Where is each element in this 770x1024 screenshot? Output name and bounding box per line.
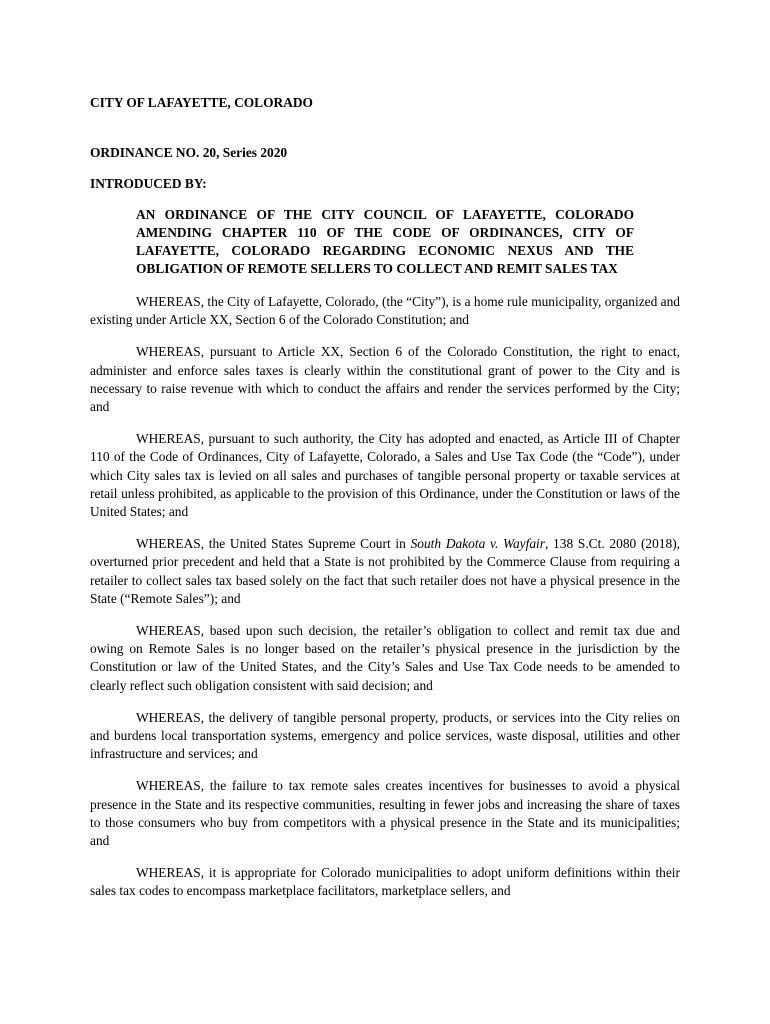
city-heading: CITY OF LAFAYETTE, COLORADO [90,95,313,110]
whereas-paragraph-4 [90,535,680,608]
whereas-paragraph-3: WHEREAS, pursuant to such authority, the City has adopted and enacted, as Article III of Chapter 110 of the Code of Ordinances, City of Lafayette, Colorado, a Sales and Use Tax Code (the “Code”), under which City sales tax is levied on all sales and purchases of tangible personal property or taxable services at retail unless prohibited, as applicable to the provision of this Ordinance, under the Constitution or laws of the United States; and [90,431,680,520]
whereas-paragraph-7: WHEREAS, the failure to tax remote sales creates incentives for businesses to avoid a physical presence in the State and its respective communities, resulting in fewer jobs and increasing the share of taxes to those consumers who buy from competitors with a physical presence in the State and its municipalities; and [90,778,680,849]
whereas-paragraph-5: WHEREAS, based upon such decision, the retailer’s obligation to collect and remit tax due and owing on Remote Sales is no longer based on the retailer’s physical presence in the jurisdiction by the Constitution or law of the United States, and the City’s Sales and Use Tax Code needs to be amended to clearly reflect such obligation consistent with said decision; and [90,623,680,693]
introduced-by-heading: INTRODUCED BY: [90,176,207,191]
document-page [90,94,680,915]
whereas-paragraph-8: WHEREAS, it is appropriate for Colorado municipalities to adopt uniform definitions within their sales tax codes to encompass marketplace facilitators, marketplace sellers, and [90,865,680,899]
whereas-paragraph-6: WHEREAS, the delivery of tangible personal property, products, or services into the City relies on and burdens local transportation systems, emergency and police services, waste disposal, utilities and other infrastructure and services; and [90,709,680,762]
whereas-paragraph-1: WHEREAS, the City of Lafayette, Colorado, (the “City”), is a home rule municipality, organized and existing under Article XX, Section 6 of the Colorado Constitution; and [90,294,680,328]
paragraph-4-rest: , 138 S.Ct. 2080 (2018), overturned prior precedent and held that a State is not prohibited by the Commerce Clause from requiring a retailer to collect sales tax based solely on the fact that such retailer does not have a physical presence in the State (“Remote Sales”); and [90,536,681,606]
ordinance-title: AN ORDINANCE OF THE CITY COUNCIL OF LAFAYETTE, COLORADO AMENDING CHAPTER 110 OF THE CODE OF ORDINANCES, CITY OF LAFAYETTE, COLORADO REGARDING ECONOMIC NEXUS AND THE OBLIGATION OF REMOTE SELLERS TO COLLECT AND REMIT SALES TAX [136,207,634,276]
ordinance-heading: ORDINANCE NO. 20, Series 2020 [90,145,288,160]
whereas-paragraph-2: WHEREAS, pursuant to Article XX, Section 6 of the Colorado Constitution, the right to enact, administer and enforce sales taxes is clearly within the constitutional grant of power to the City and is necessary to raise revenue with which to conduct the affairs and render the services performed by the City; and [90,344,680,415]
case-citation: South Dakota v. Wayfair [410,536,545,552]
paragraph-4-lead: WHEREAS, the United States Supreme Court in [136,536,411,552]
